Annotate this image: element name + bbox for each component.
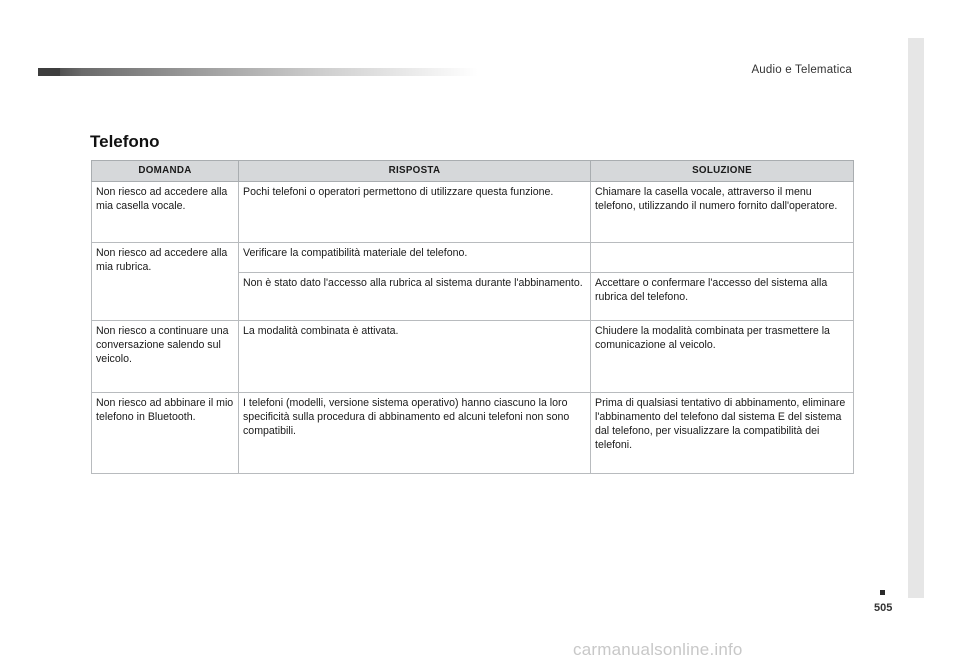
- question-cell: Non riesco ad accedere alla mia rubrica.: [92, 243, 239, 321]
- header-bar-accent: [38, 68, 60, 76]
- answer-cell: Non è stato dato l'accesso alla rubrica al sistema durante l'abbinamento.: [239, 273, 591, 321]
- watermark-text: carmanualsonline.info: [573, 640, 743, 659]
- column-header-question: DOMANDA: [92, 161, 239, 182]
- table-header-row: [92, 161, 854, 182]
- page-marker-square: [880, 590, 885, 595]
- header-gradient-bar: [38, 68, 478, 76]
- column-header-solution: SOLUZIONE: [591, 161, 854, 182]
- solution-cell: Prima di qualsiasi tentativo di abbinamento, eliminare l'abbinamento del telefono dal sistema E del sistema dal telefono, per visualizzare la compatibilità dei telefoni.: [591, 393, 854, 474]
- solution-cell: Chiudere la modalità combinata per trasmettere la comunicazione al veicolo.: [591, 321, 854, 393]
- page-number: 505: [874, 602, 893, 614]
- table-row: [92, 393, 854, 474]
- question-cell: Non riesco a continuare una conversazione salendo sul veicolo.: [92, 321, 239, 393]
- question-cell: Non riesco ad accedere alla mia casella vocale.: [92, 182, 239, 243]
- answer-cell: La modalità combinata è attivata.: [239, 321, 591, 393]
- table-row: [92, 182, 854, 243]
- answer-cell: Pochi telefoni o operatori permettono di utilizzare questa funzione.: [239, 182, 591, 243]
- question-cell: Non riesco ad abbinare il mio telefono in Bluetooth.: [92, 393, 239, 474]
- side-page-strip: [908, 38, 924, 598]
- section-title: Telefono: [90, 132, 160, 151]
- faq-table: [91, 160, 854, 474]
- solution-cell: [591, 243, 854, 273]
- answer-cell: Verificare la compatibilità materiale del telefono.: [239, 243, 591, 273]
- answer-cell: I telefoni (modelli, versione sistema operativo) hanno ciascuno la loro specificità sulla procedura di abbinamento ed alcuni telefoni non sono compatibili.: [239, 393, 591, 474]
- column-header-answer: RISPOSTA: [239, 161, 591, 182]
- solution-cell: Chiamare la casella vocale, attraverso il menu telefono, utilizzando il numero fornito dall'operatore.: [591, 182, 854, 243]
- header-section-label: Audio e Telematica: [751, 64, 852, 76]
- table-row: [92, 321, 854, 393]
- solution-cell: Accettare o confermare l'accesso del sistema alla rubrica del telefono.: [591, 273, 854, 321]
- table-row: [92, 243, 854, 273]
